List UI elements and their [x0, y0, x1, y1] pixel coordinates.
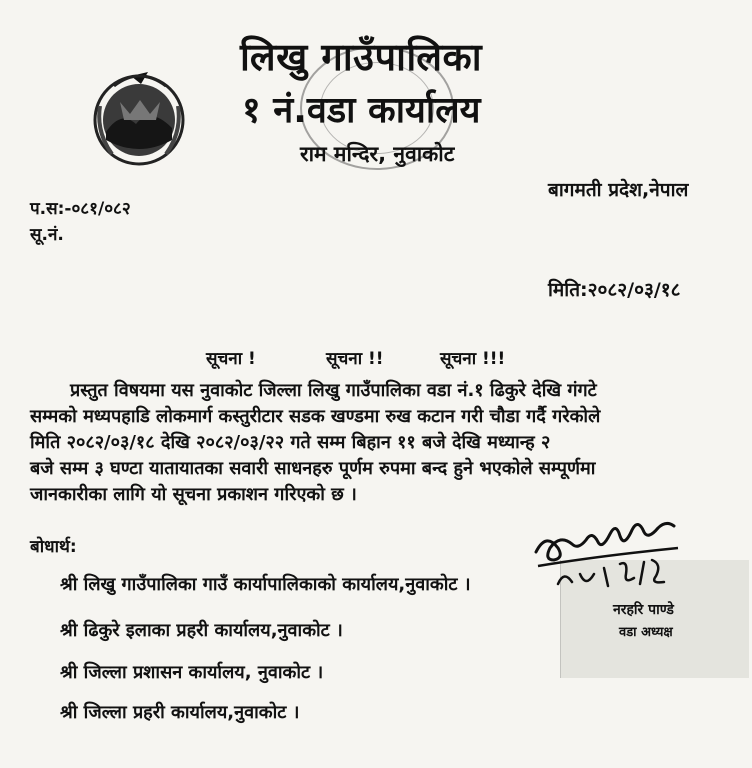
body-line: मिति २०८२/०३/१८ देखि २०८२/०३/२२ गते सम्म बिहान ११ बजे देखि मध्यान्ह २: [30, 432, 551, 453]
cc-label: बोधार्थ:: [30, 537, 77, 557]
cc-item: श्री जिल्ला प्रहरी कार्यालय,नुवाकोट ।: [60, 702, 300, 723]
notice-heading-1: सूचना !: [206, 349, 256, 369]
notice-heading-2: सूचना !!: [326, 349, 384, 369]
dispatch-number: सू.नं.: [30, 225, 64, 245]
body-line: प्रस्तुत विषयमा यस नुवाकोट जिल्ला लिखु गाउँपालिका वडा नं.१ ढिकुरे देखि गंगटे: [70, 380, 597, 401]
ward-office-title: १ नं.वडा कार्यालय: [242, 90, 481, 131]
body-line: जानकारीका लागि यो सूचना प्रकाशन गरिएको छ ।: [30, 484, 357, 505]
office-name: लिखु गाउँपालिका: [240, 35, 483, 79]
signatory-position: वडा अध्यक्ष: [619, 625, 673, 640]
cc-item: श्री ढिकुरे इलाका प्रहरी कार्यालय,नुवाकोट ।: [60, 620, 343, 641]
letter-number: प.स:-०८१/०८२: [30, 199, 131, 219]
body-line: सम्मको मध्यपहाडि लोकमार्ग कस्तुरीटार सडक खण्डमा रुख कटान गरी चौडा गर्दै गरेकोले: [30, 406, 601, 427]
signatory-name: नरहरि पाण्डे: [613, 602, 674, 618]
notice-body: [30, 378, 718, 508]
cc-item: श्री लिखु गाउँपालिका गाउँ कार्यापालिकाको कार्यालय,नुवाकोट ।: [60, 574, 471, 595]
cc-item: श्री जिल्ला प्रशासन कार्यालय, नुवाकोट ।: [60, 662, 324, 683]
nepal-government-emblem-icon: [86, 62, 192, 172]
letter-date: मिति:२०८२/०३/१८: [548, 279, 681, 301]
office-address: राम मन्दिर, नुवाकोट: [300, 142, 455, 166]
handwritten-signature-icon: [528, 504, 688, 594]
body-line: बजे सम्म ३ घण्टा यातायातका सवारी साधनहरु पूर्णम रुपमा बन्द हुने भएकोले सम्पूर्णमा: [30, 458, 596, 479]
notice-heading-3: सूचना !!!: [440, 349, 506, 369]
province-label: बागमती प्रदेश,नेपाल: [548, 179, 689, 201]
